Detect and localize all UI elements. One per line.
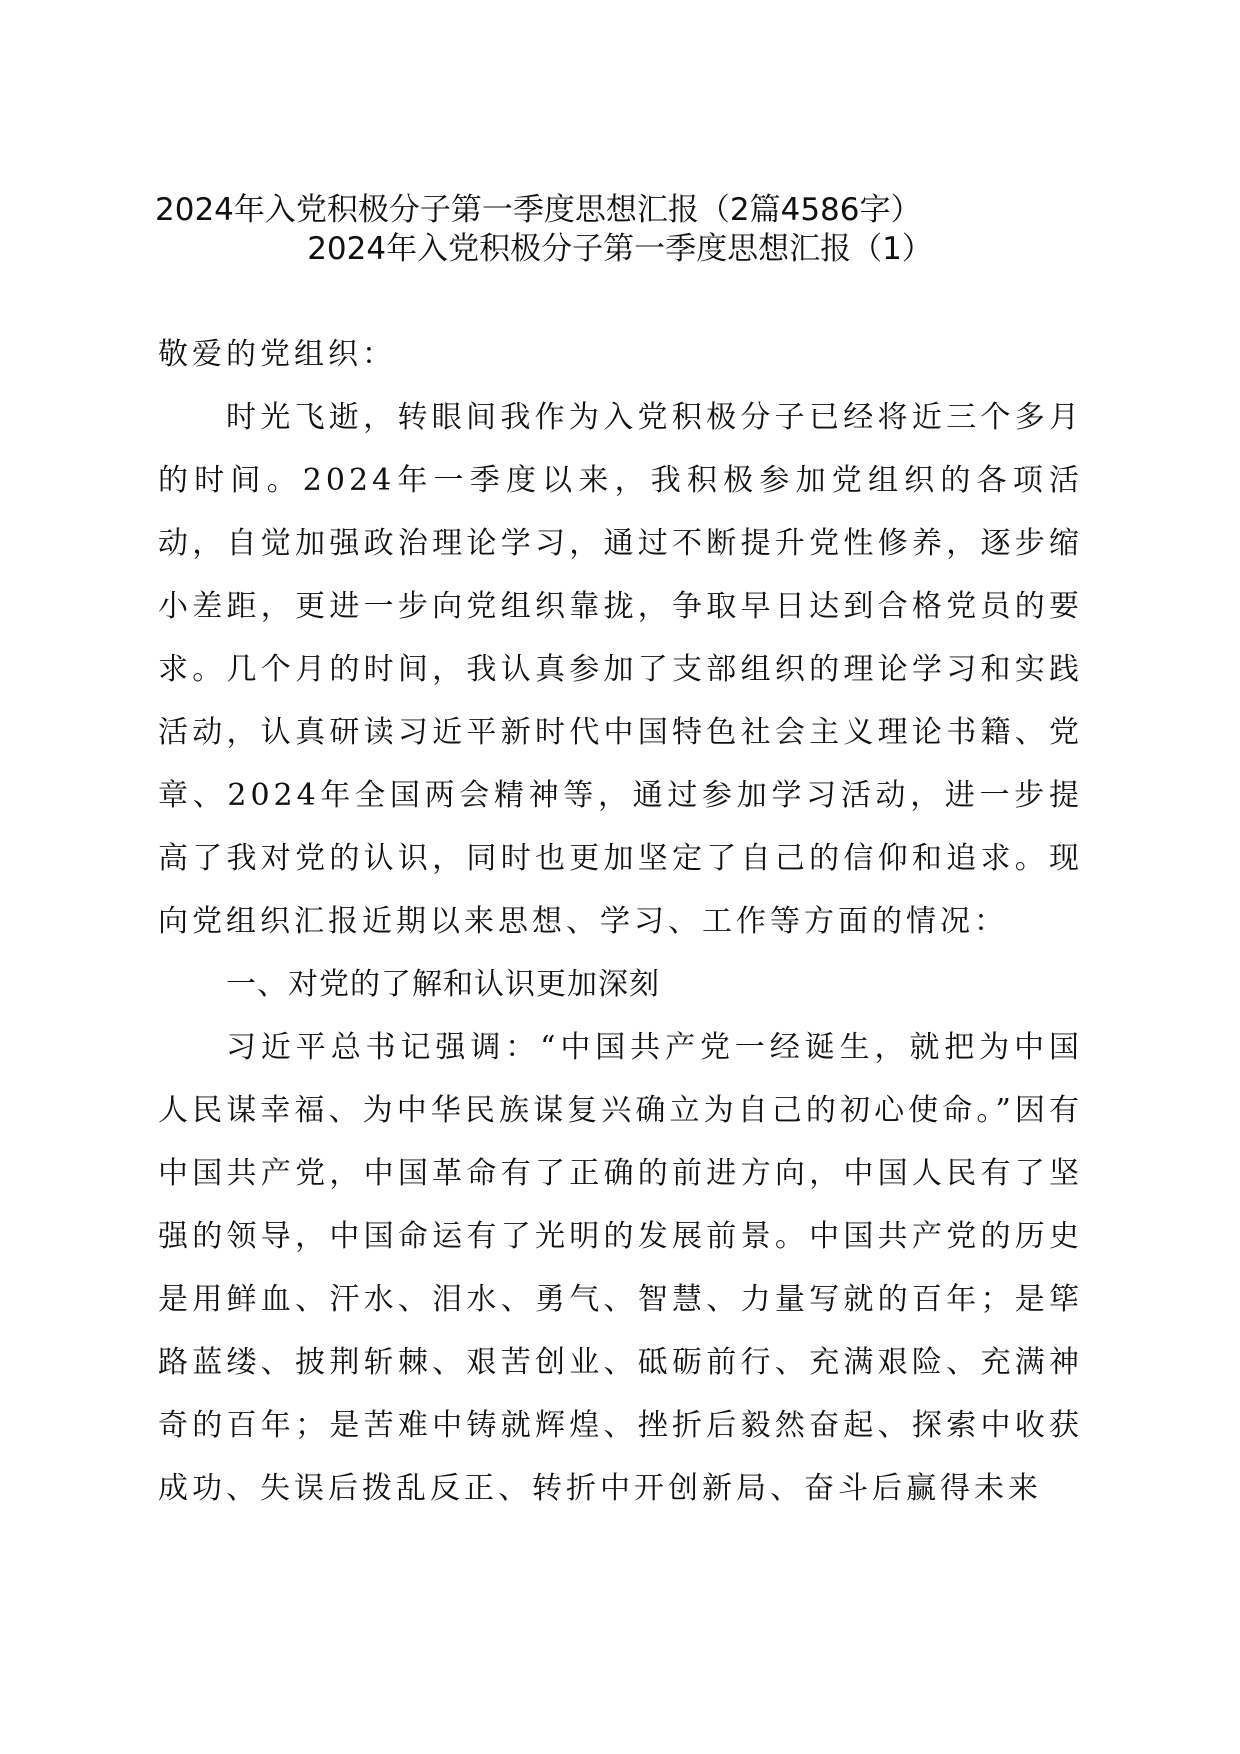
paragraph-intro: 时光飞逝，转眼间我作为入党积极分子已经将近三个多月的时间。2024年一季度以来，我积极参加党组织的各项活动，自觉加强政治理论学习，通过不断提升党性修养，逐步缩小差距，更进一步向党组织靠拢，争取早日达到合格党员的要求。几个月的时间，我认真参加了支部组织的理论学习和实践活动，认真研读习近平新时代中国特色社会主义理论书籍、党章、2024年全国两会精神等，通过参加学习活动，进一步提高了我对党的认识，同时也更加坚定了自己的信仰和追求。现向党组织汇报近期以来思想、学习、工作等方面的情况：	[158, 400, 1083, 939]
document-body	[158, 323, 1083, 1520]
salutation: 敬爱的党组织：	[158, 337, 396, 372]
section-heading-1: 一、对党的了解和认识更加深刻	[226, 967, 660, 1002]
paragraph-section-1: 习近平总书记强调：“中国共产党一经诞生，就把为中国人民谋幸福、为中华民族谋复兴确立为自己的初心使命。”因有中国共产党，中国革命有了正确的前进方向，中国人民有了坚强的领导，中国命运有了光明的发展前景。中国共产党的历史是用鲜血、汗水、泪水、勇气、智慧、力量写就的百年；是筚路蓝缕、披荆斩棘、艰苦创业、砥砺前行、充满艰险、充满神奇的百年；是苦难中铸就辉煌、挫折后毅然奋起、探索中收获成功、失误后拨乱反正、转折中开创新局、奋斗后赢得未来	[158, 1030, 1083, 1506]
document-title: 2024年入党积极分子第一季度思想汇报（2篇4586字）	[155, 192, 922, 228]
report-subtitle: 2024年入党积极分子第一季度思想汇报（1）	[307, 231, 933, 267]
